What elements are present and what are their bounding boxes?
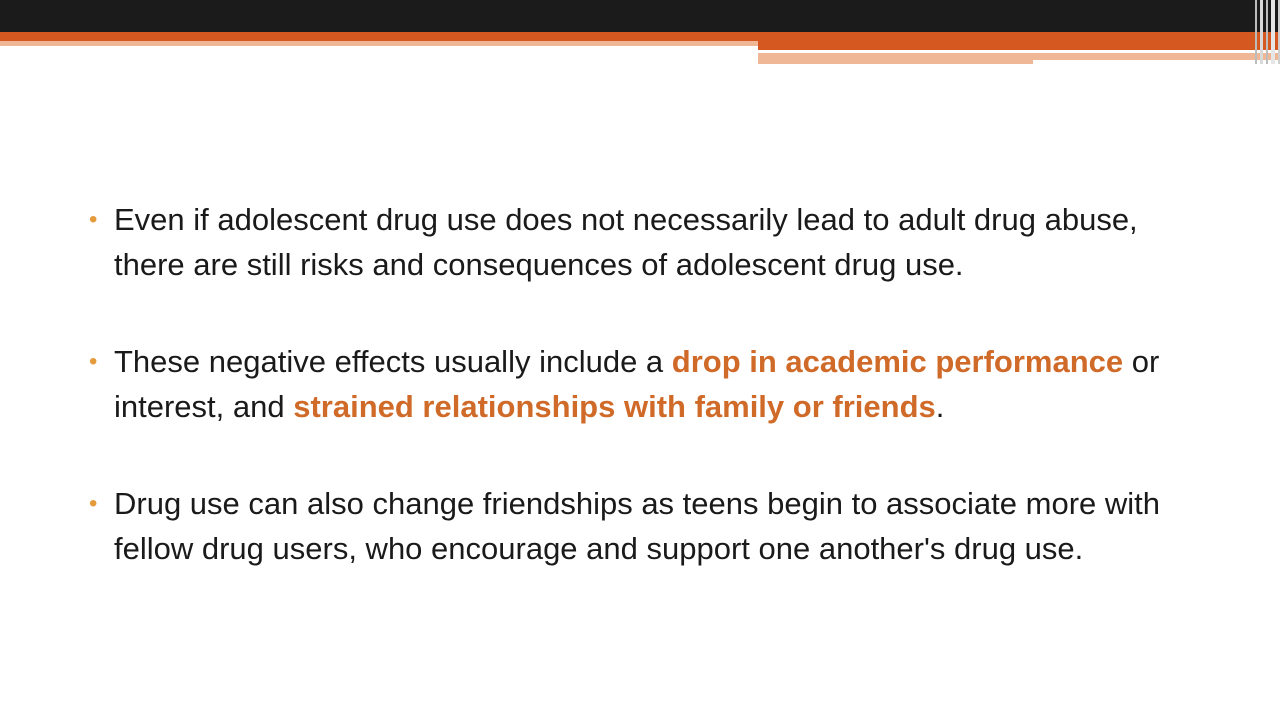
header-accent-stripe-right: [758, 41, 1280, 50]
top-dark-bar: [0, 0, 1280, 32]
bullet-dot-icon: •: [89, 206, 98, 233]
header-accent-stripe: [0, 32, 1280, 41]
header-light-stripe-right: [758, 53, 1280, 60]
bullet-text-part: .: [935, 389, 945, 424]
header-light-stripe-right-short: [758, 60, 1033, 64]
bullet-highlight: strained relationships with family or friends: [293, 389, 936, 424]
header-light-stripe-left: [0, 41, 758, 46]
corner-decoration: [1240, 0, 1280, 64]
bullet-highlight: drop in academic performance: [671, 344, 1124, 379]
bullet-text-part: or interest, and: [114, 344, 1160, 424]
bullet-item: [86, 197, 1216, 287]
bullet-dot-icon: •: [89, 348, 98, 375]
slide-content: [86, 197, 1216, 623]
bullet-text: Drug use can also change friendships as teens begin to associate more with fellow drug users, who encourage and support one another's drug use.: [114, 486, 1160, 566]
bullet-item: [86, 481, 1216, 571]
bullet-item: [86, 339, 1216, 429]
bullet-dot-icon: •: [89, 490, 98, 517]
bullet-text: Even if adolescent drug use does not necessarily lead to adult drug abuse, there are still risks and consequences of adolescent drug use.: [114, 202, 1138, 282]
bullet-text-part: These negative effects usually include a: [114, 344, 672, 379]
